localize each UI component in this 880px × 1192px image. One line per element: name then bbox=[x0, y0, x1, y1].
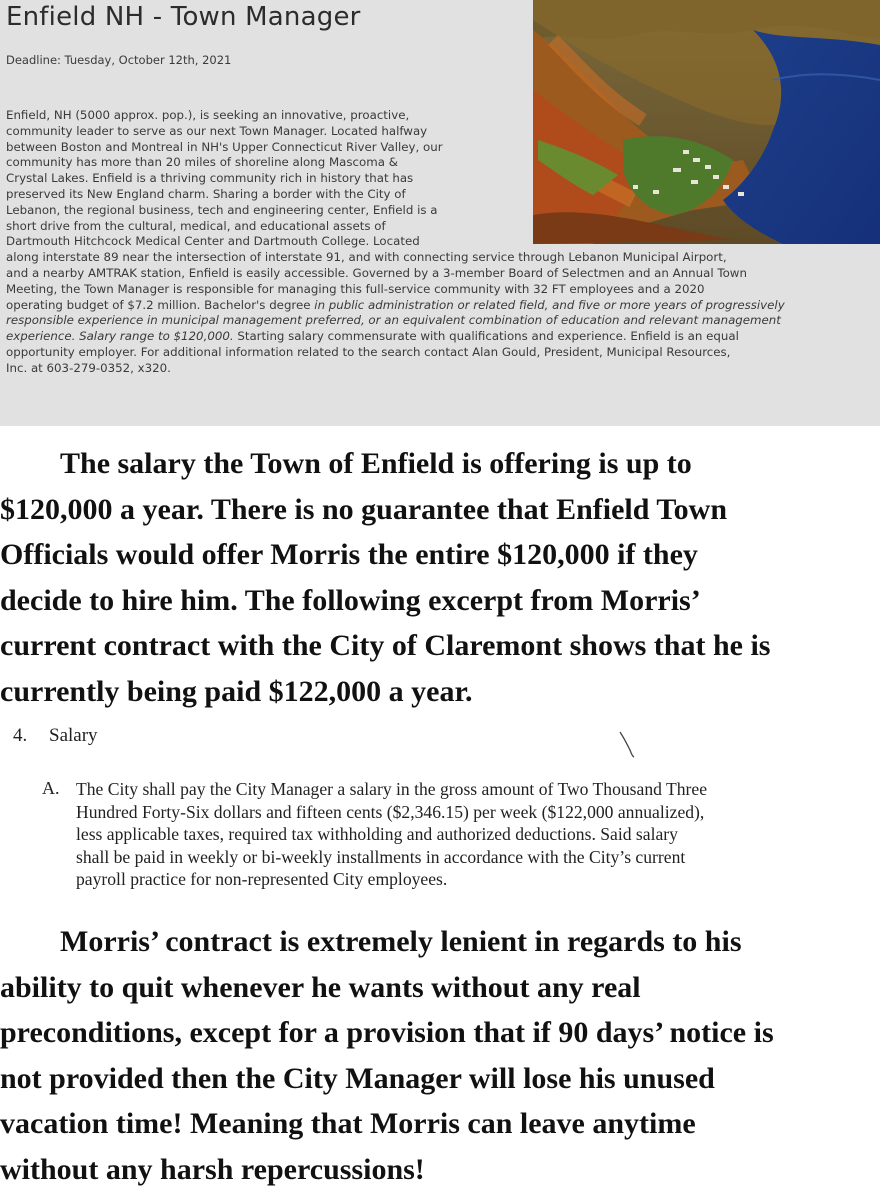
clause-line: The City shall pay the City Manager a salary in the gross amount of Two Thousand Three bbox=[76, 778, 871, 801]
listing-line bbox=[6, 313, 872, 329]
listing-text: operating budget of $7.2 million. Bachelor's degree bbox=[6, 298, 314, 312]
commentary-paragraph-salary bbox=[0, 441, 880, 714]
listing-line: Enfield, NH (5000 approx. pop.), is seeking an innovative, proactive, bbox=[6, 108, 872, 124]
commentary-line: currently being paid $122,000 a year. bbox=[0, 669, 880, 715]
clause-line: payroll practice for non-represented City employees. bbox=[76, 868, 871, 891]
job-listing-panel bbox=[0, 0, 880, 426]
listing-line bbox=[6, 329, 872, 345]
commentary-line: vacation time! Meaning that Morris can leave anytime bbox=[0, 1101, 880, 1147]
listing-line: along interstate 89 near the intersection of interstate 91, and with connecting service through Lebanon Municipal Airport, bbox=[6, 250, 872, 266]
item-letter: A. bbox=[42, 778, 60, 799]
listing-italic-text: in public administration or related field, and five or more years of progressively bbox=[314, 298, 784, 312]
listing-line: Meeting, the Town Manager is responsible for managing this full-service community with 32 FT employees and a 2020 bbox=[6, 282, 872, 298]
listing-description bbox=[6, 108, 872, 377]
salary-clause bbox=[76, 778, 871, 891]
commentary-line: ability to quit whenever he wants without any real bbox=[0, 965, 880, 1011]
listing-line: Dartmouth Hitchcock Medical Center and Dartmouth College. Located bbox=[6, 234, 872, 250]
section-number: 4. bbox=[13, 725, 27, 747]
commentary-paragraph-contract bbox=[0, 919, 880, 1192]
commentary-line: preconditions, except for a provision that if 90 days’ notice is bbox=[0, 1010, 880, 1056]
listing-line: Crystal Lakes. Enfield is a thriving community rich in history that has bbox=[6, 171, 872, 187]
listing-line: preserved its New England charm. Sharing a border with the City of bbox=[6, 187, 872, 203]
listing-italic-text: experience. Salary range to $120,000. bbox=[6, 329, 234, 343]
listing-line: community leader to serve as our next Town Manager. Located halfway bbox=[6, 124, 872, 140]
listing-line: and a nearby AMTRAK station, Enfield is easily accessible. Governed by a 3-member Board of Selectmen and an Annual Town bbox=[6, 266, 872, 282]
listing-deadline: Deadline: Tuesday, October 12th, 2021 bbox=[6, 53, 231, 67]
commentary-line: $120,000 a year. There is no guarantee that Enfield Town bbox=[0, 487, 880, 533]
commentary-line: without any harsh repercussions! bbox=[0, 1147, 880, 1192]
section-title: Salary bbox=[49, 725, 98, 747]
listing-line: community has more than 20 miles of shoreline along Mascoma & bbox=[6, 155, 872, 171]
listing-text: Starting salary commensurate with qualifications and experience. Enfield is an equal bbox=[234, 329, 739, 343]
listing-line: short drive from the cultural, medical, and educational assets of bbox=[6, 219, 872, 235]
clause-line: shall be paid in weekly or bi-weekly installments in accordance with the City’s current bbox=[76, 846, 871, 869]
commentary-line: not provided then the City Manager will lose his unused bbox=[0, 1056, 880, 1102]
clause-line: Hundred Forty-Six dollars and fifteen cents ($2,346.15) per week ($122,000 annualized), bbox=[76, 801, 871, 824]
pen-mark bbox=[618, 730, 658, 760]
commentary-line: Morris’ contract is extremely lenient in regards to his bbox=[0, 919, 880, 965]
commentary-line: The salary the Town of Enfield is offering is up to bbox=[0, 441, 880, 487]
commentary-line: Officials would offer Morris the entire $120,000 if they bbox=[0, 532, 880, 578]
commentary-line: decide to hire him. The following excerpt from Morris’ bbox=[0, 578, 880, 624]
listing-italic-text: responsible experience in municipal management preferred, or an equivalent combination of education and relevant management bbox=[6, 313, 781, 327]
listing-line: Lebanon, the regional business, tech and engineering center, Enfield is a bbox=[6, 203, 872, 219]
listing-title: Enfield NH - Town Manager bbox=[6, 2, 361, 32]
listing-line bbox=[6, 298, 872, 314]
commentary-line: current contract with the City of Claremont shows that he is bbox=[0, 623, 880, 669]
contract-excerpt bbox=[0, 722, 880, 912]
clause-line: less applicable taxes, required tax withholding and authorized deductions. Said salary bbox=[76, 823, 871, 846]
listing-line: opportunity employer. For additional information related to the search contact Alan Gould, President, Municipal Resources, bbox=[6, 345, 872, 361]
listing-line: Inc. at 603-279-0352, x320. bbox=[6, 361, 872, 377]
listing-line: between Boston and Montreal in NH's Upper Connecticut River Valley, our bbox=[6, 140, 872, 156]
